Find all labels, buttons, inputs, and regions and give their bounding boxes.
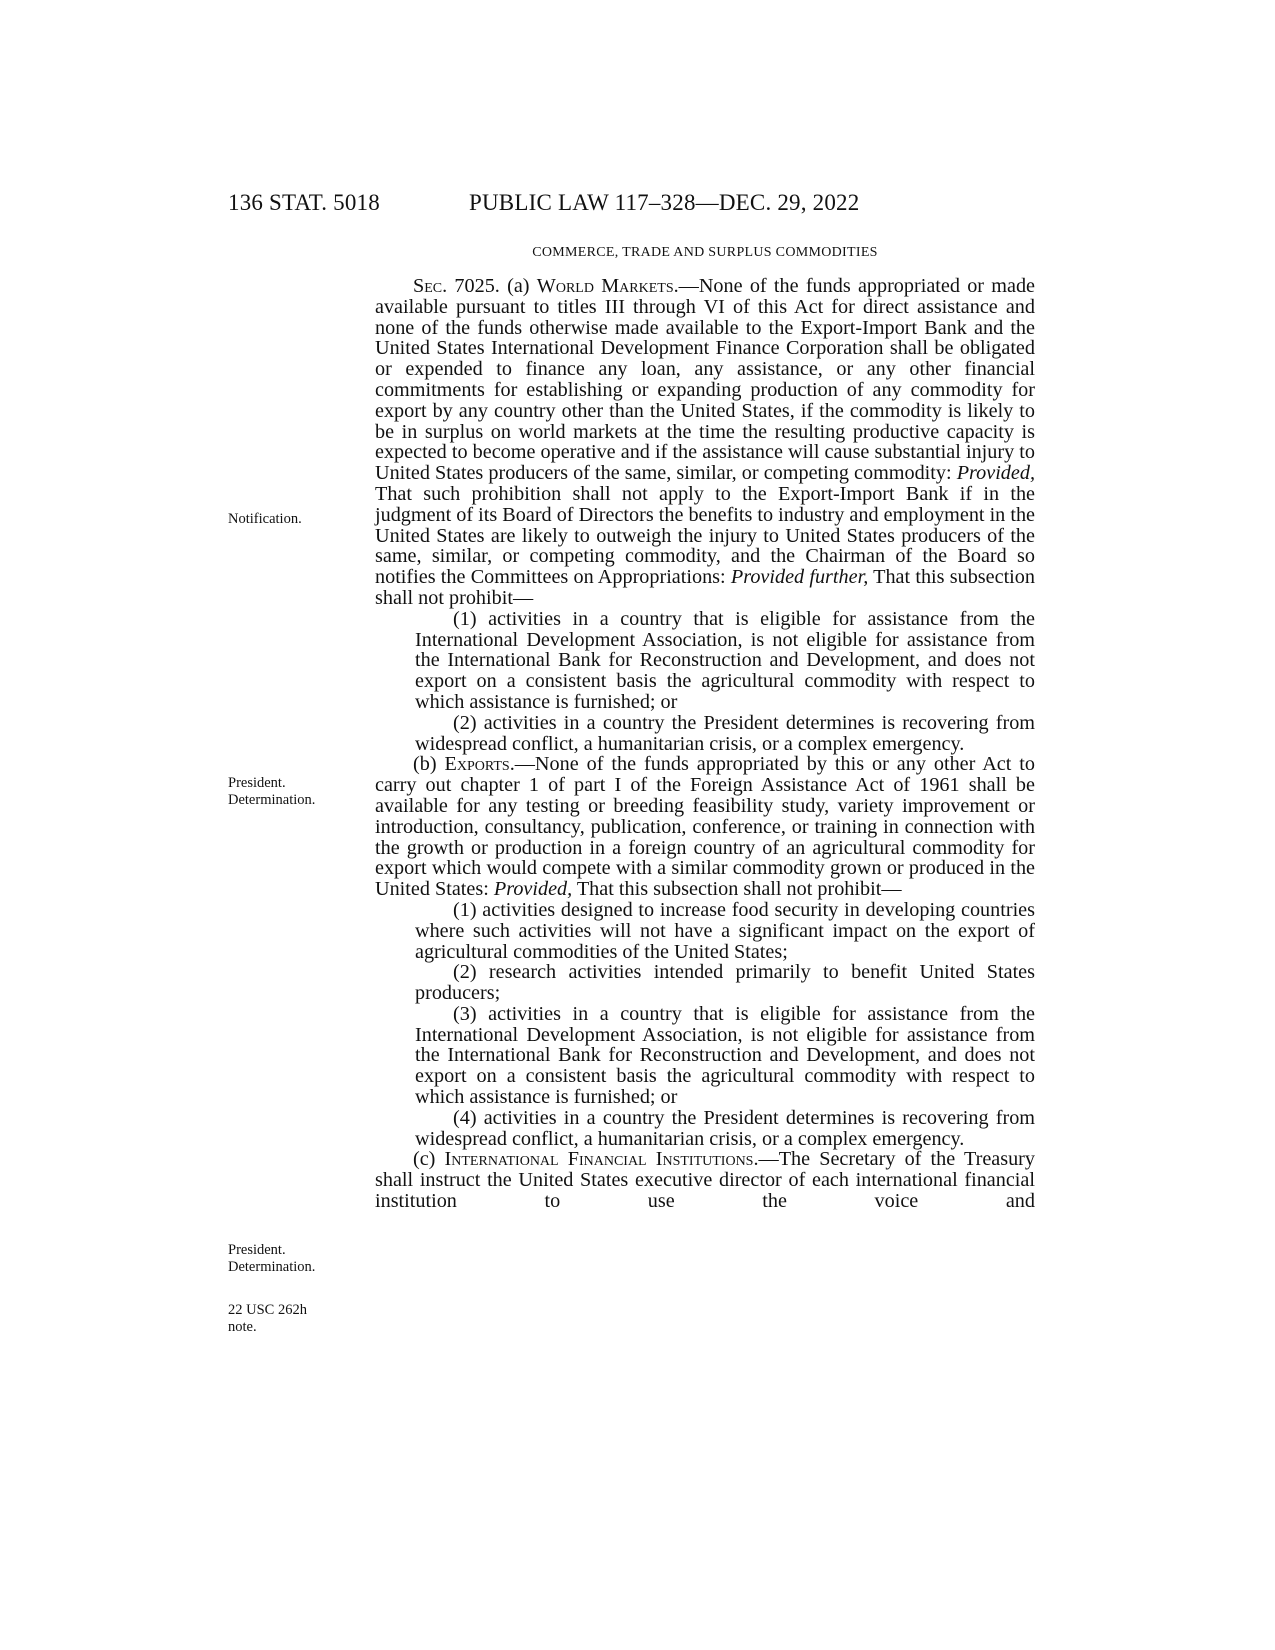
public-law-header: PUBLIC LAW 117–328—DEC. 29, 2022: [469, 190, 860, 215]
subsection-a-item-2: (2) activities in a country the President determines is recovering from widespread conflict, a humanitarian crisis, or a complex emergency.: [415, 711, 1035, 755]
subsection-c: [375, 1149, 1035, 1211]
subsection-b-item-2: (2) research activities intended primarily to benefit United States producers;: [415, 961, 1035, 1005]
sec-number: . 7025. (a): [442, 275, 537, 297]
subsection-b-item-4: (4) activities in a country the President determines is recovering from widespread conflict, a humanitarian crisis, or a complex emergency.: [415, 1106, 1035, 1150]
subsection-a-heading: World Markets: [536, 275, 674, 297]
subsection-b-heading: Exports: [444, 753, 510, 776]
margin-note-notification: [228, 511, 302, 528]
sec-label: Sec: [413, 275, 443, 297]
margin-note-determination-text: Determination.: [228, 792, 316, 808]
subsection-b: [375, 754, 1035, 900]
provided-italic-2: Provided,: [493, 878, 573, 901]
margin-note-notification-text: Notification.: [228, 511, 302, 527]
subsection-a-text-2: That such prohibition shall not apply to the Export-Import Bank if in the judgment of its Board of Directors the benefits to industry and employment in the United States are likely to outweigh the injury to United States producers of the same, similar, or competing commodity, and the Chairman of the Board so notifies the Committees on Appropriations:: [375, 482, 1035, 589]
subsection-b-item-3: (3) activities in a country that is eligible for assistance from the International Development Association, is not eligible for assistance from the International Bank for Reconstruction and Development, and does not export on a consistent basis the agricultural commodity with respect to which assistance is furnished; or: [415, 1002, 1035, 1109]
margin-note-usc-note-text: note.: [228, 1319, 257, 1335]
subsection-c-prefix: (c): [413, 1148, 445, 1171]
margin-note-usc-text: 22 USC 262h: [228, 1302, 307, 1318]
margin-note-president-determination-1: [228, 775, 315, 809]
margin-note-usc-citation: [228, 1302, 307, 1336]
subsection-a-item-1: (1) activities in a country that is eligible for assistance from the International Development Association, is not eligible for assistance from the International Bank for Reconstruction and Development, and does not export on a consistent basis the agricultural commodity with respect to which assistance is furnished; or: [415, 607, 1035, 713]
margin-note-determination-text: Determination.: [228, 1259, 316, 1275]
subsection-a: [375, 276, 1035, 609]
subsection-b-item-1: (1) activities designed to increase food security in developing countries where such activities will not have a significant impact on the export of agricultural commodities of the United States;: [415, 898, 1035, 963]
page-stat-number: 136 STAT. 5018: [228, 190, 380, 215]
margin-note-president-determination-2: [228, 1242, 315, 1276]
section-heading: COMMERCE, TRADE AND SURPLUS COMMODITIES: [532, 245, 878, 260]
subsection-c-text: .—The Secretary of the Treasury shall instruct the United States executive director of each international financial institution to use the voice and: [375, 1148, 1036, 1213]
subsection-a-text-3: That this subsection shall not prohibit—: [375, 566, 1035, 609]
subsection-b-text-2: That this subsection shall not prohibit—: [572, 878, 902, 901]
section-body: [375, 276, 1035, 1212]
provided-italic-1: Provided,: [956, 462, 1035, 485]
subsection-b-prefix: (b): [413, 753, 445, 776]
subsection-b-text-1: .—None of the funds appropriated by this or any other Act to carry out chapter 1 of part I of the Foreign Assistance Act of 1961 shall be available for any testing or breeding feasibility study, variety improvement or introduction, consultancy, publication, conference, or training in connection with the growth or production in a foreign country of an agricultural commodity for export which would compete with a similar commodity grown or produced in the United States:: [375, 753, 1035, 901]
margin-note-president-text: President.: [228, 1242, 286, 1258]
subsection-a-text-1: .—None of the funds appropriated or made available pursuant to titles III through VI of this Act for direct assistance and none of the funds otherwise made available to the Export-Import Bank and the United States International Development Finance Corporation shall be obligated or expended to finance any loan, any assistance, or any other financial commitments for establishing or expanding production of any commodity for export by any country other than the United States, if the commodity is likely to be in surplus on world markets at the time the resulting productive capacity is expected to become operative and if the assistance will cause substantial injury to United States producers of the same, similar, or competing commodity:: [375, 275, 1036, 485]
subsection-c-heading: International Financial Institutions: [444, 1148, 754, 1171]
margin-note-president-text: President.: [228, 775, 286, 791]
provided-further-italic: Provided further,: [730, 566, 869, 589]
